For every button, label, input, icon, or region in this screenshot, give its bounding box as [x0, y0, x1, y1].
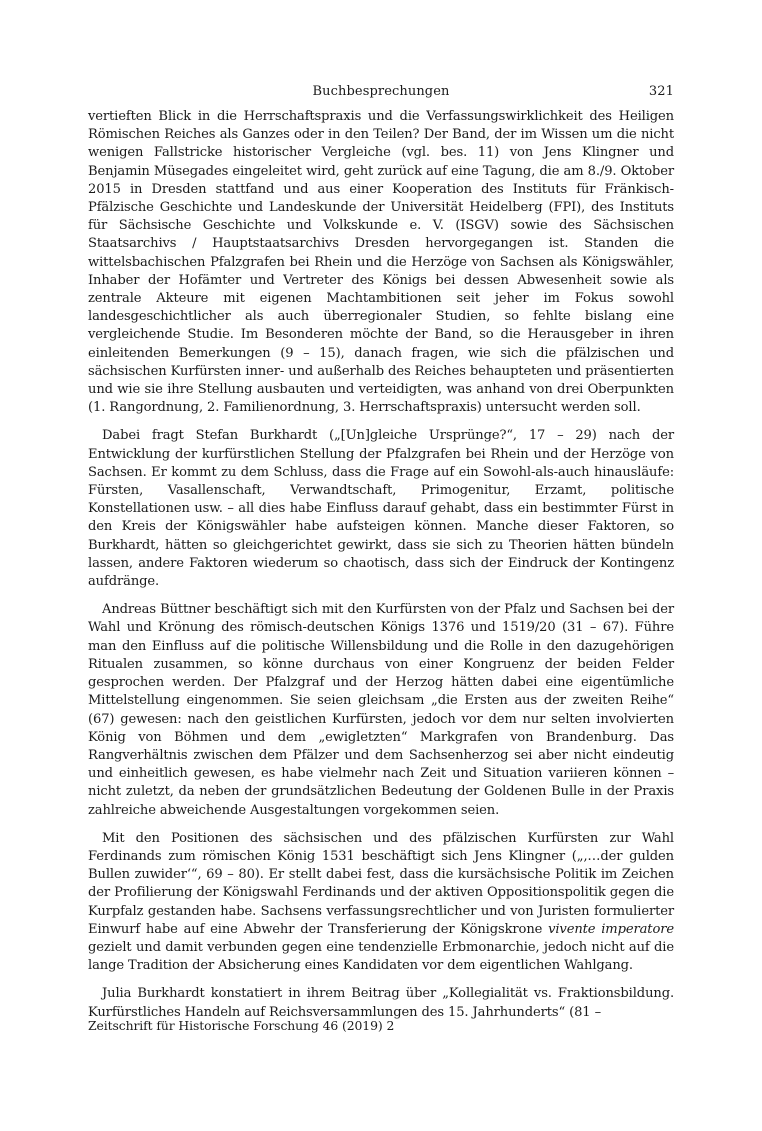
paragraph: vertieften Blick in die Herrschaftspraxis und die Verfassungswirklichkeit des Heiligen Römischen Reiches als Ganzes oder in den Teilen? Der Band, der im Wissen um die nicht wenigen Fallstricke historischer Vergleiche (vgl. bes. 11) von Jens Klingner und Benjamin Müsegades eingeleitet wird, geht zurück auf eine Tagung, die am 8./9. Oktober 2015 in Dresden stattfand und aus einer Kooperation des Instituts für Fränkisch-Pfälzische Geschichte und Landeskunde der Universität Heidelberg (FPI), des Instituts für Sächsische Geschichte und Volkskunde e. V. (ISGV) sowie des Sächsischen Staatsarchivs / Hauptstaatsarchivs Dresden hervorgegangen ist. Standen die wittelsbachischen Pfalzgrafen bei Rhein und die Herzöge von Sachsen als Königswähler, Inhaber der Hofämter und Vertreter des Königs bei dessen Abwesenheit sowie als zentrale Akteure mit eigenen Machtambitionen seit jeher im Fokus sowohl landesgeschichtlicher als auch überregionaler Studien, so fehlte bislang eine vergleichende Studie. Im Besonderen möchte der Band, so die Herausgeber in ihren einleitenden Bemerkungen (9 – 15), danach fragen, wie sich die pfälzischen und sächsischen Kurfürsten inner- und außerhalb des Reiches behaupteten und präsentierten und wie sie ihre Stellung ausbauten und verteidigten, was anhand von drei Oberpunkten (1. Rangordnung, 2. Familienordnung, 3. Herrschaftspraxis) untersucht werden soll. — [88, 109, 674, 416]
italic-term: vivente imperatore — [548, 921, 674, 937]
paragraph-text: gezielt und damit verbunden gegen eine tendenzielle Erbmonarchie, jedoch nicht auf die lange Tradition der Absicherung eines Kandidaten vor dem eigentlichen Wahlgang. — [88, 939, 674, 974]
paragraph — [88, 830, 674, 976]
paragraph: Dabei fragt Stefan Burkhardt („[Un]gleiche Ursprünge?“, 17 – 29) nach der Entwicklung der kurfürstlichen Stellung der Pfalzgrafen bei Rhein und der Herzöge von Sachsen. Er kommt zu dem Schluss, dass die Frage auf ein Sowohl-als-auch hinausläufe: Fürsten, Vasallenschaft, Verwandtschaft, Primogenitur, Erzamt, politische Konstellationen usw. – all dies habe Einfluss darauf gehabt, dass ein bestimmter Fürst in den Kreis der Königswähler habe aufsteigen können. Manche dieser Faktoren, so Burkhardt, hätten so gleichgerichtet gewirkt, dass sie sich zu Theorien hätten bündeln lassen, andere Faktoren wiederum so chaotisch, dass sich der Eindruck der Kontingenz aufdränge. — [88, 428, 674, 590]
article-body — [88, 108, 674, 1032]
journal-footer: Zeitschrift für Historische Forschung 46 (2019) 2 — [88, 1018, 395, 1033]
paragraph-text: Mit den Positionen des sächsischen und des pfälzischen Kurfürsten zur Wahl Ferdinands zum römischen König 1531 beschäftigt sich Jens Klingner („‚…der gulden Bullen zuwider‘“, 69 – 80). Er stellt dabei fest, dass die kursächsische Politik im Zeichen der Profilierung der Königswahl Ferdinands und der aktiven Oppositionspolitik gegen die Kurpfalz gestanden habe. Sachsens verfassungsrechtlicher und von Juristen formulierter Einwurf habe auf eine Abwehr der Transferierung der Königskrone — [88, 830, 674, 937]
paragraph: Julia Burkhardt konstatiert in ihrem Beitrag über „Kollegialität vs. Fraktionsbildung. Kurfürstliches Handeln auf Reichsversammlungen des 15. Jahrhunderts“ (81 – — [88, 986, 674, 1020]
document-page — [88, 78, 674, 1088]
page-number: 321 — [648, 84, 674, 99]
running-head-title: Buchbesprechungen — [312, 84, 450, 99]
running-head — [88, 78, 674, 102]
paragraph: Andreas Büttner beschäftigt sich mit den Kurfürsten von der Pfalz und Sachsen bei der Wahl und Krönung des römisch-deutschen Königs 1376 und 1519/20 (31 – 67). Führe man den Einfluss auf die politische Willensbildung und die Rolle in den dazugehörigen Ritualen zusammen, so könne durchaus von einer Kongruenz der beiden Felder gesprochen werden. Der Pfalzgraf und der Herzog hätten dabei eine eigentümliche Mittelstellung eingenommen. Sie seien gleichsam „die Ersten aus der zweiten Reihe“ (67) gewesen: nach den geistlichen Kurfürsten, jedoch vor dem nur selten involvierten König von Böhmen und dem „ewigletzten“ Markgrafen von Brandenburg. Das Rangverhältnis zwischen dem Pfälzer und dem Sachsenherzog sei aber nicht eindeutig und einheitlich gewesen, es habe vielmehr nach Zeit und Situation variieren können – nicht zuletzt, da neben der grundsätzlichen Bedeutung der Goldenen Bulle in der Praxis zahlreiche abweichende Ausgestaltungen vorgekommen seien. — [88, 602, 674, 818]
